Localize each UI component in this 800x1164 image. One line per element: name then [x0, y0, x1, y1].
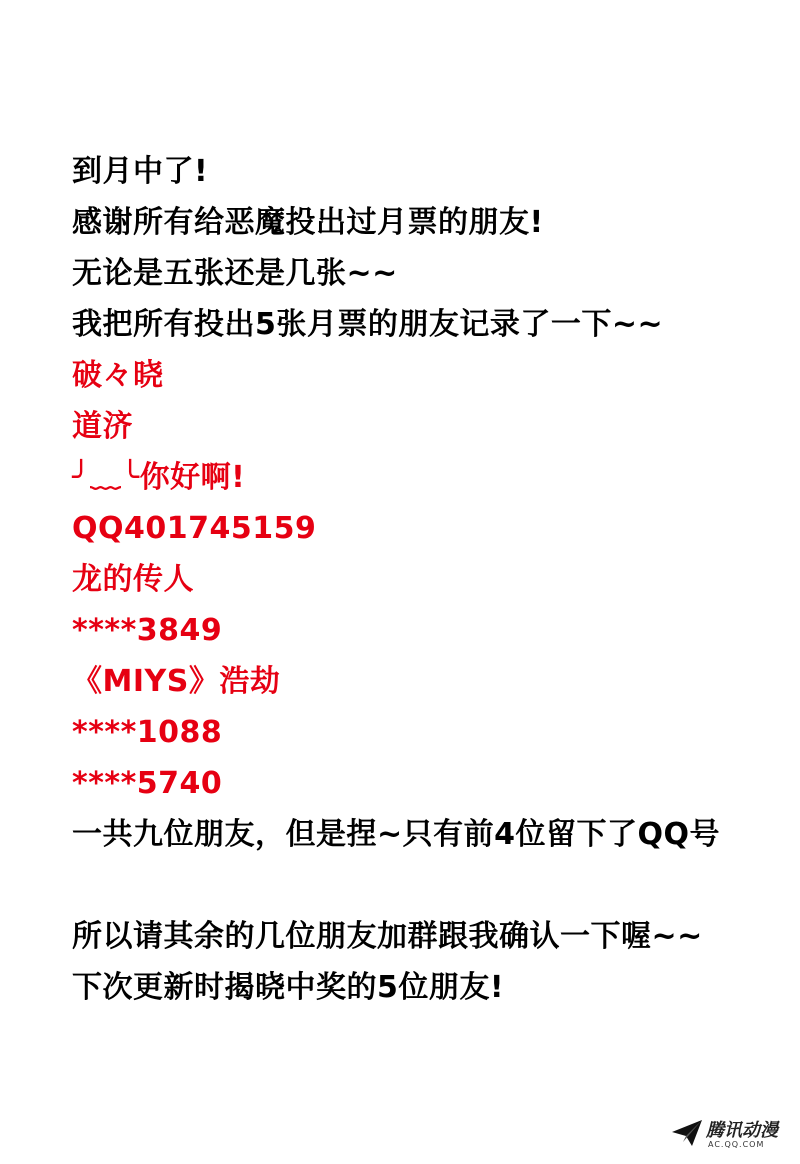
watermark-name: 腾讯动漫	[706, 1120, 778, 1141]
text-line-mid-month: 到月中了!	[72, 154, 209, 189]
watermark-logo	[672, 1114, 792, 1154]
voter-qq: QQ401745159	[72, 511, 317, 546]
text-line-recorded: 我把所有投出5张月票的朋友记录了一下~~	[72, 307, 664, 342]
voter-masked-id: ****5740	[72, 766, 223, 801]
voter-name: 龙的传人	[72, 562, 194, 597]
voter-name: 《MIYS》浩劫	[72, 664, 281, 699]
announcement-text	[72, 146, 772, 1013]
text-line-next-update: 下次更新时揭晓中奖的5位朋友!	[72, 970, 505, 1005]
voter-name: 道济	[72, 409, 133, 444]
text-line-regardless: 无论是五张还是几张~~	[72, 256, 398, 291]
voter-masked-id: ****3849	[72, 613, 223, 648]
blank-line	[72, 860, 772, 911]
voter-masked-id: ****1088	[72, 715, 223, 750]
voter-name: 破々晓	[72, 358, 164, 393]
text-line-thanks: 感谢所有给恶魔投出过月票的朋友!	[72, 205, 544, 240]
text-line-summary: 一共九位朋友，但是捏~只有前4位留下了QQ号	[72, 817, 721, 852]
watermark-url: AC.QQ.COM	[708, 1140, 765, 1149]
voter-name: ╯﹏╰你好啊!	[72, 460, 246, 495]
text-line-join-group: 所以请其余的几位朋友加群跟我确认一下喔~~	[72, 919, 703, 954]
paper-plane-icon	[672, 1120, 702, 1146]
